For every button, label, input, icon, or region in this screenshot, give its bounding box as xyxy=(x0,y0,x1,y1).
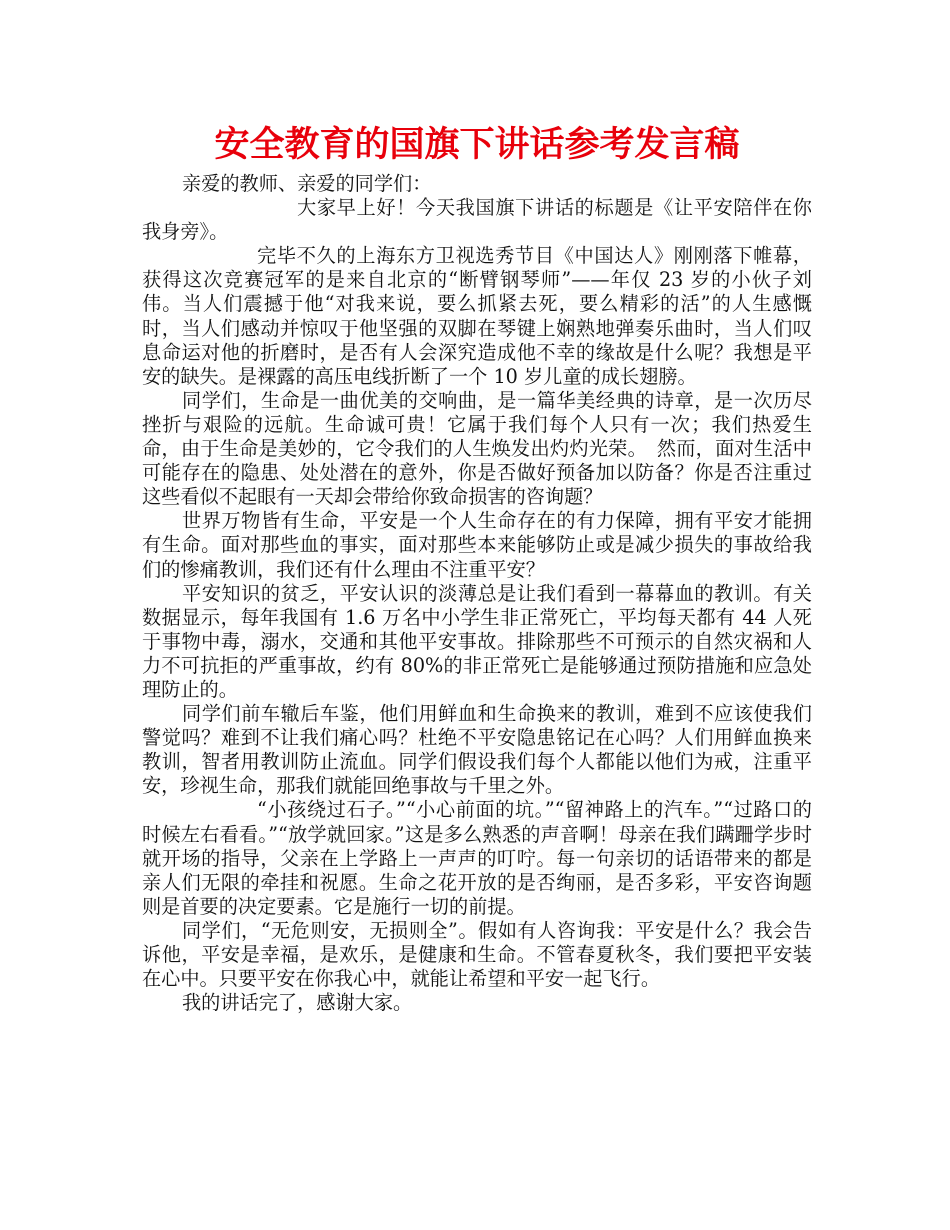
document-page xyxy=(142,118,812,1015)
body-paragraph: 平安知识的贫乏，平安认识的淡薄总是让我们看到一幕幕血的教训。有关数据显示，每年我国有 1.6 万名中小学生非正常死亡，平均每天都有 44 人死于事物中毒，溺水，交通和其他平安事故。排除那些不可预示的自然灾祸和人力不可抗拒的严重事故，约有 80%的非正常死亡是能够通过预防措施和应急处理防止的。 xyxy=(142,581,812,701)
document-body xyxy=(142,172,812,1015)
closing-paragraph: 我的讲话完了，感谢大家。 xyxy=(182,991,413,1015)
greeting-paragraph: 大家早上好！今天我国旗下讲话的标题是《让平安陪伴在你我身旁》。 xyxy=(142,196,812,244)
body-paragraph: “小孩绕过石子。”“小心前面的坑。”“留神路上的汽车。”“过路口的时候左右看看。”“放学就回家。”这是多么熟悉的声音啊！母亲在我们蹒跚学步时就开场的指导，父亲在上学路上一声声的叮咛。每一句亲切的话语带来的都是亲人们无限的牵挂和祝愿。生命之花开放的是否绚丽，是否多彩，平安咨询题则是首要的决定要素。它是施行一切的前提。 xyxy=(142,798,812,918)
body-paragraph: 世界万物皆有生命，平安是一个人生命存在的有力保障，拥有平安才能拥有生命。面对那些血的事实，面对那些本来能够防止或是减少损失的事故给我们的惨痛教训，我们还有什么理由不注重平安？ xyxy=(142,509,812,581)
document-title: 安全教育的国旗下讲话参考发言稿 xyxy=(214,125,740,165)
body-paragraph: 完毕不久的上海东方卫视选秀节目《中国达人》刚刚落下帷幕，获得这次竞赛冠军的是来自北京的“断臂钢琴师”——年仅 23 岁的小伙子刘伟。当人们震撼于他“对我来说，要么抓紧去死，要么精彩的活”的人生感慨时，当人们感动并惊叹于他坚强的双脚在琴键上娴熟地弹奏乐曲时，当人们叹息命运对他的折磨时，是否有人会深究造成他不幸的缘故是什么呢？我想是平安的缺失。是裸露的高压电线折断了一个 10 岁儿童的成长翅膀。 xyxy=(142,244,812,388)
salutation-paragraph: 亲爱的教师、亲爱的同学们： xyxy=(182,172,432,195)
body-paragraph: 同学们，“无危则安，无损则全”。假如有人咨询我：平安是什么？我会告诉他，平安是幸福，是欢乐，是健康和生命。不管春夏秋冬，我们要把平安装在心中。只要平安在你我心中，就能让希望和平安一起飞行。 xyxy=(142,918,812,991)
body-paragraph: 同学们前车辙后车鉴，他们用鲜血和生命换来的教训，难到不应该使我们警觉吗？难到不让我们痛心吗？杜绝不平安隐患铭记在心吗？人们用鲜血换来教训，智者用教训防止流血。同学们假设我们每个人都能以他们为戒，注重平安，珍视生命，那我们就能回绝事故与千里之外。 xyxy=(142,702,812,798)
body-paragraph: 同学们，生命是一曲优美的交响曲，是一篇华美经典的诗章，是一次历尽挫折与艰险的远航。生命诚可贵！它属于我们每个人只有一次；我们热爱生命，由于生命是美妙的，它令我们的人生焕发出灼灼光荣。 然而，面对生活中可能存在的隐患、处处潜在的意外，你是否做好预备加以防备？你是否注重过这些看似不起眼有一天却会带给你致命损害的咨询题？ xyxy=(142,388,812,509)
